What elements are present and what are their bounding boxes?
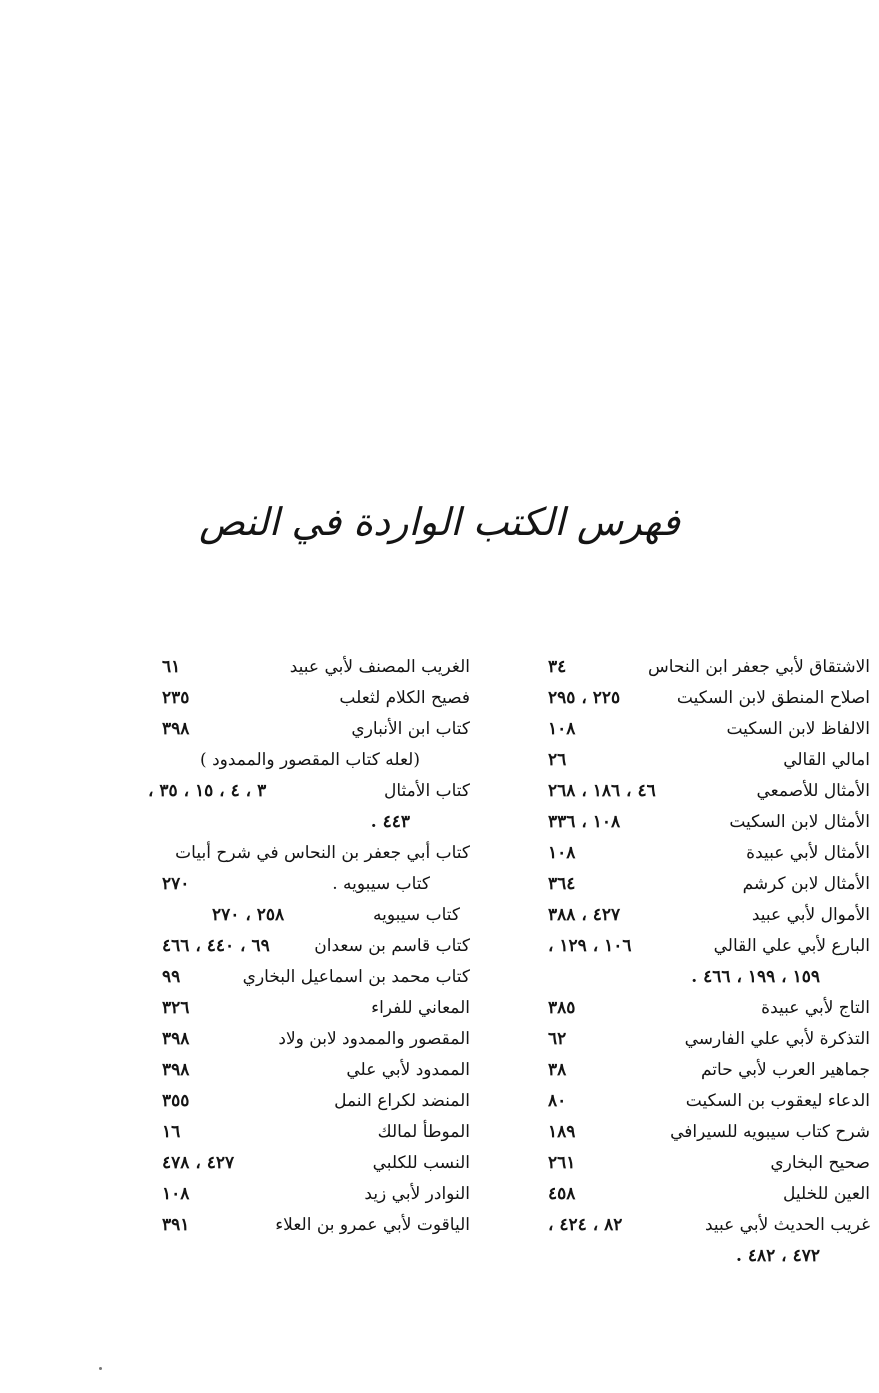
- page-title: فهرس الكتب الواردة في النص: [199, 500, 680, 544]
- index-entry: التاج لأبي عبيدة ٣٨٥: [548, 998, 870, 1018]
- index-entry-continuation: كتاب سيبويه . ٢٧٠: [162, 874, 430, 894]
- index-entry: المعاني للفراء ٣٢٦: [162, 998, 470, 1018]
- index-entry: الغريب المصنف لأبي عبيد ٦١: [162, 657, 470, 677]
- index-entry: العين للخليل ٤٥٨: [548, 1184, 870, 1204]
- index-entry: الدعاء ليعقوب بن السكيت ٨٠: [548, 1091, 870, 1111]
- index-entry: امالي القالي ٢٦: [548, 750, 870, 770]
- index-entry: التذكرة لأبي علي الفارسي ٦٢: [548, 1029, 870, 1049]
- index-entry: فصيح الكلام لثعلب ٢٣٥: [162, 688, 470, 708]
- index-entry: البارع لأبي علي القالي ١٠٦ ، ١٢٩ ،: [548, 936, 870, 956]
- index-entry-continuation: ٤٤٣ .: [370, 812, 410, 832]
- left-column: [142, 652, 470, 1241]
- index-entry: الموطأ لمالك ١٦: [162, 1122, 470, 1142]
- index-entry: النسب للكلبي ٤٢٧ ، ٤٧٨: [162, 1153, 470, 1173]
- index-entry: غريب الحديث لأبي عبيد ٨٢ ، ٤٢٤ ،: [548, 1215, 870, 1235]
- index-entry: كتاب سيبويه ٢٥٨ ، ٢٧٠: [212, 905, 460, 925]
- index-entry: كتاب الأمثال ٣ ، ٤ ، ١٥ ، ٣٥ ،: [148, 781, 470, 801]
- index-entry: الأمثال للأصمعي ٤٦ ، ١٨٦ ، ٢٦٨: [548, 781, 870, 801]
- index-entry-note: (لعله كتاب المقصور والممدود ): [200, 750, 420, 770]
- index-entry: الأمثال لأبي عبيدة ١٠٨: [548, 843, 870, 863]
- index-entry: جماهير العرب لأبي حاتم ٣٨: [548, 1060, 870, 1080]
- index-entry: الالفاظ لابن السكيت ١٠٨: [548, 719, 870, 739]
- index-entry: شرح كتاب سيبويه للسيرافي ١٨٩: [548, 1122, 870, 1142]
- index-entry-continuation: ١٥٩ ، ١٩٩ ، ٤٦٦ .: [691, 967, 820, 987]
- index-entry: صحيح البخاري ٢٦١: [548, 1153, 870, 1173]
- index-entry-continuation: ٤٧٢ ، ٤٨٢ .: [736, 1246, 820, 1266]
- index-entry: كتاب قاسم بن سعدان ٦٩ ، ٤٤٠ ، ٤٦٦: [162, 936, 470, 956]
- index-entry: الأموال لأبي عبيد ٤٢٧ ، ٣٨٨: [548, 905, 870, 925]
- index-entry: الأمثال لابن السكيت ١٠٨ ، ٣٣٦: [548, 812, 870, 832]
- scan-speck: [99, 1367, 102, 1370]
- right-column: [540, 652, 870, 1272]
- index-entry: المقصور والممدود لابن ولاد ٣٩٨: [162, 1029, 470, 1049]
- index-entry: المنضد لكراع النمل ٣٥٥: [162, 1091, 470, 1111]
- index-entry: كتاب محمد بن اسماعيل البخاري ٩٩: [162, 967, 470, 987]
- index-entry: الياقوت لأبي عمرو بن العلاء ٣٩١: [162, 1215, 470, 1235]
- index-entry: كتاب ابن الأنباري ٣٩٨: [162, 719, 470, 739]
- index-entry: النوادر لأبي زيد ١٠٨: [162, 1184, 470, 1204]
- index-entry: الأمثال لابن كرشم ٣٦٤: [548, 874, 870, 894]
- index-entry: الممدود لأبي علي ٣٩٨: [162, 1060, 470, 1080]
- index-entry: كتاب أبي جعفر بن النحاس في شرح أبيات: [175, 843, 470, 863]
- index-entry: اصلاح المنطق لابن السكيت ٢٢٥ ، ٢٩٥: [548, 688, 870, 708]
- index-entry: الاشتقاق لأبي جعفر ابن النحاس ٣٤: [548, 657, 870, 677]
